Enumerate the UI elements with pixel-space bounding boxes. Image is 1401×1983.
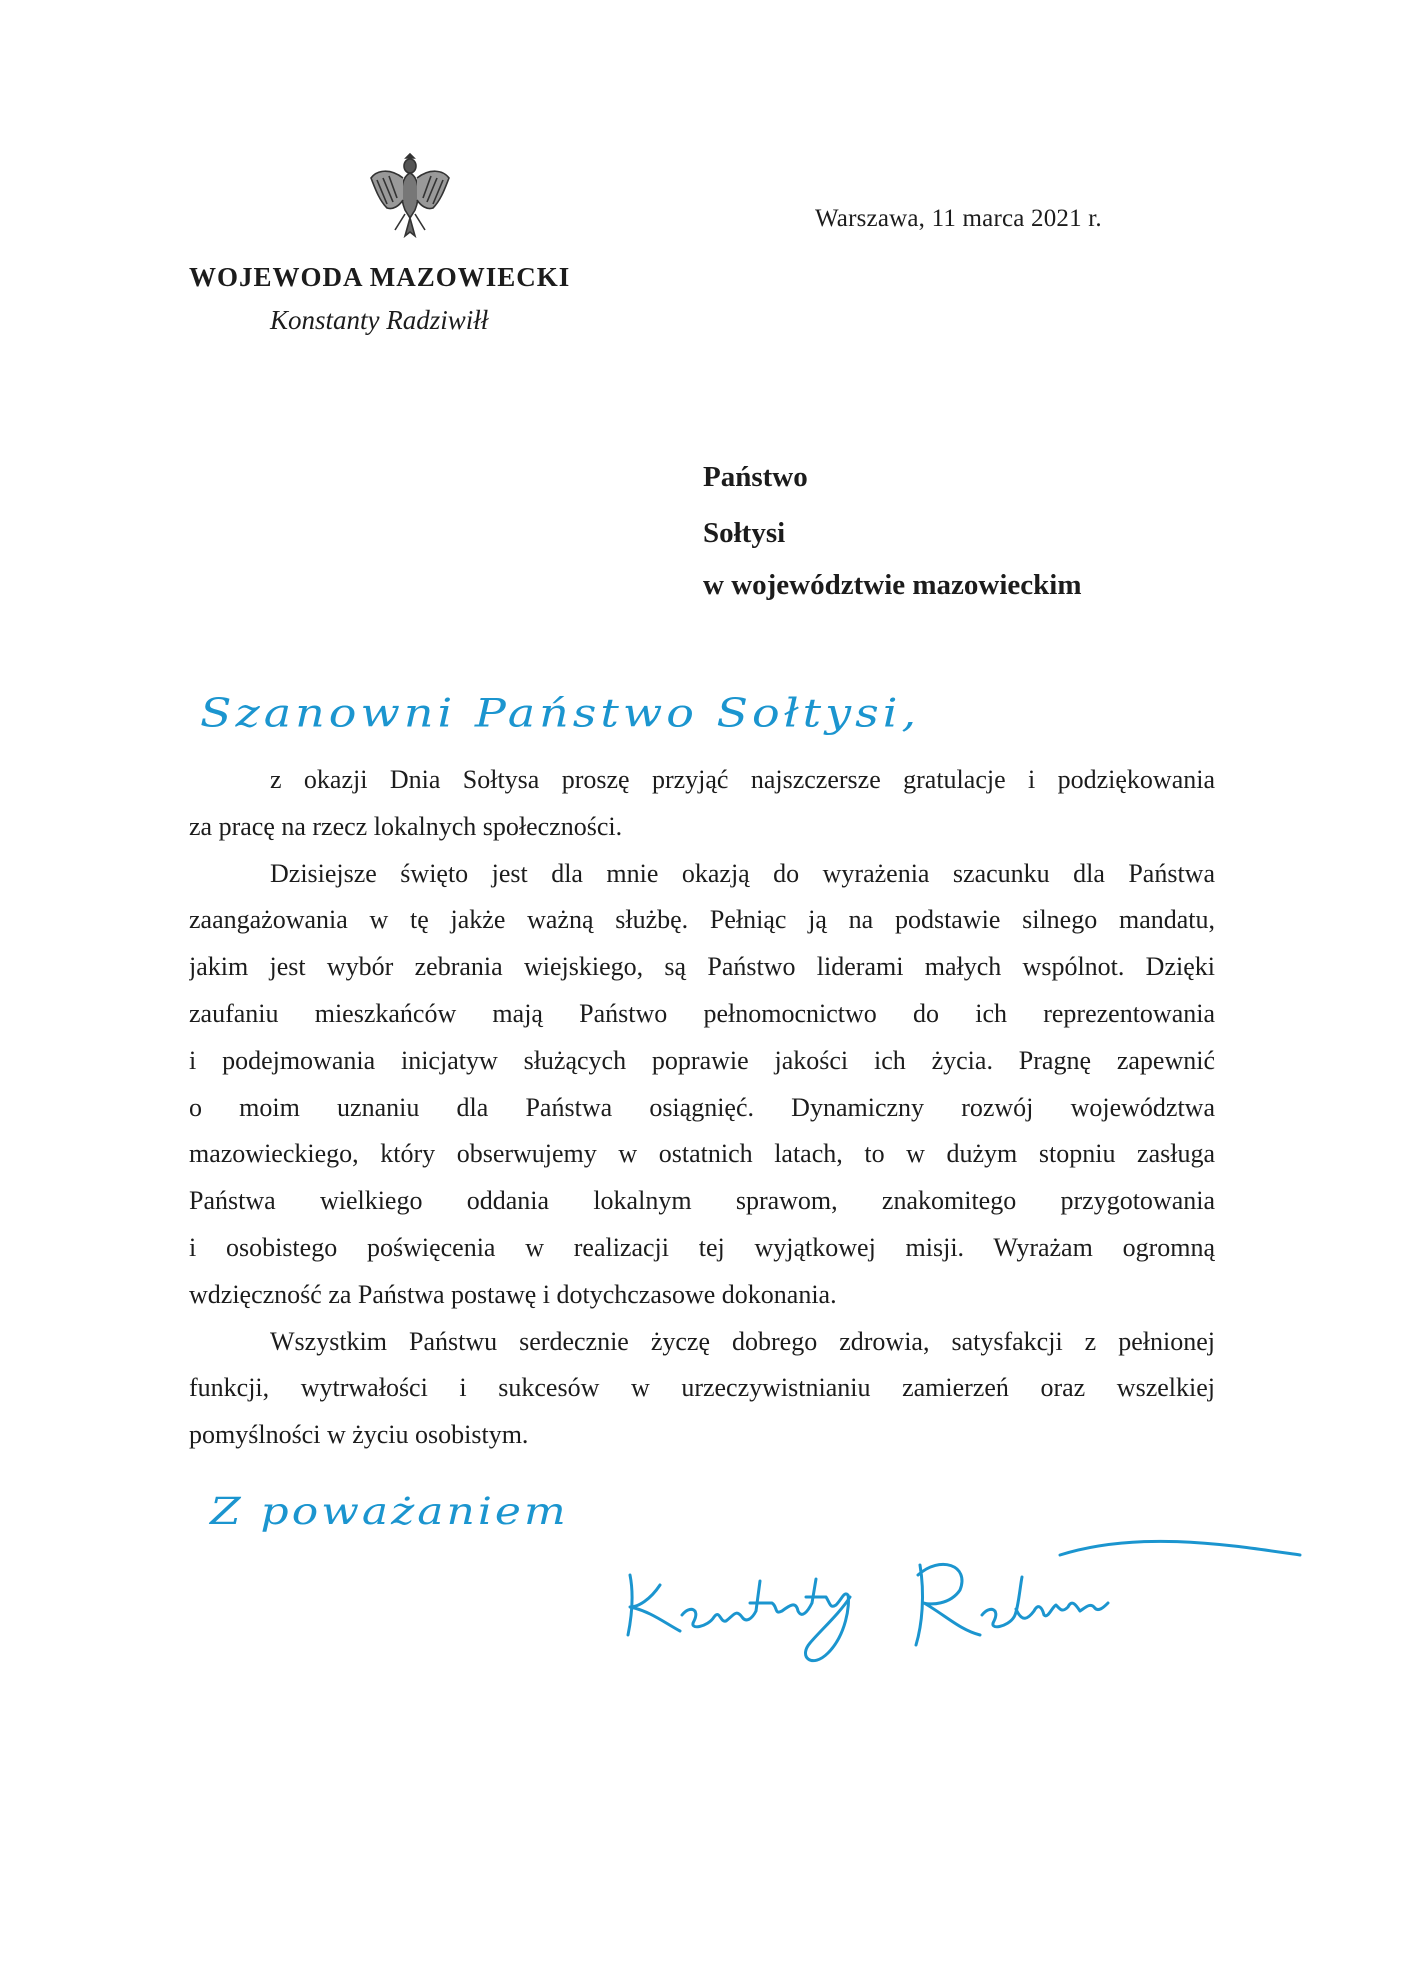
letter-body <box>189 762 1215 1464</box>
body-line: pomyślności w życiu osobistym. <box>189 1420 529 1450</box>
office-title: WOJEWODA MAZOWIECKI <box>189 262 571 292</box>
body-line: zaangażowania w tę jakże ważną służbę. Pełniąc ją na podstawie silnego mandatu, <box>189 905 1215 935</box>
body-line: i podejmowania inicjatyw służących poprawie jakości ich życia. Pragnę zapewnić <box>189 1045 1215 1075</box>
body-line: zaufaniu mieszkańców mają Państwo pełnomocnictwo do ich reprezentowania <box>189 998 1215 1028</box>
body-line: wdzięczność za Państwa postawę i dotychczasowe dokonania. <box>189 1279 837 1309</box>
body-line: Wszystkim Państwu serdecznie życzę dobrego zdrowia, satysfakcji z pełnionej <box>270 1326 1215 1356</box>
body-line: i osobistego poświęcenia w realizacji tej wyjątkowej misji. Wyrażam ogromną <box>189 1232 1215 1262</box>
body-line: o moim uznaniu dla Państwa osiągnięć. Dynamiczny rozwój województwa <box>189 1092 1215 1122</box>
polish-eagle-emblem-icon <box>365 148 455 240</box>
addressee-line: Sołtysi <box>703 517 786 549</box>
handwritten-closing: Z poważaniem <box>210 1490 569 1534</box>
body-line: jakim jest wybór zebrania wiejskiego, są Państwo liderami małych wspólnot. Dzięki <box>189 952 1215 982</box>
body-line: Dzisiejsze święto jest dla mnie okazją do wyrażenia szacunku dla Państwa <box>270 858 1215 888</box>
body-line: za pracę na rzecz lokalnych społeczności. <box>189 811 623 841</box>
official-name: Konstanty Radziwiłł <box>270 305 489 335</box>
body-line: mazowieckiego, który obserwujemy w ostatnich latach, to w dużym stopniu zasługa <box>189 1139 1215 1169</box>
body-line: z okazji Dnia Sołtysa proszę przyjąć najszczersze gratulacje i podziękowania <box>270 765 1215 794</box>
place-and-date: Warszawa, 11 marca 2021 r. <box>815 205 1102 232</box>
addressee-line: Państwo <box>703 461 808 493</box>
body-line: Państwa wielkiego oddania lokalnym sprawom, znakomitego przygotowania <box>189 1186 1215 1216</box>
handwritten-greeting: Szanowni Państwo Sołtysi, <box>200 690 921 736</box>
body-line: funkcji, wytrwałości i sukcesów w urzeczywistnianiu zamierzeń oraz wszelkiej <box>189 1373 1215 1403</box>
handwritten-signature <box>620 1535 1310 1715</box>
addressee-line: w województwie mazowieckim <box>703 569 1082 601</box>
